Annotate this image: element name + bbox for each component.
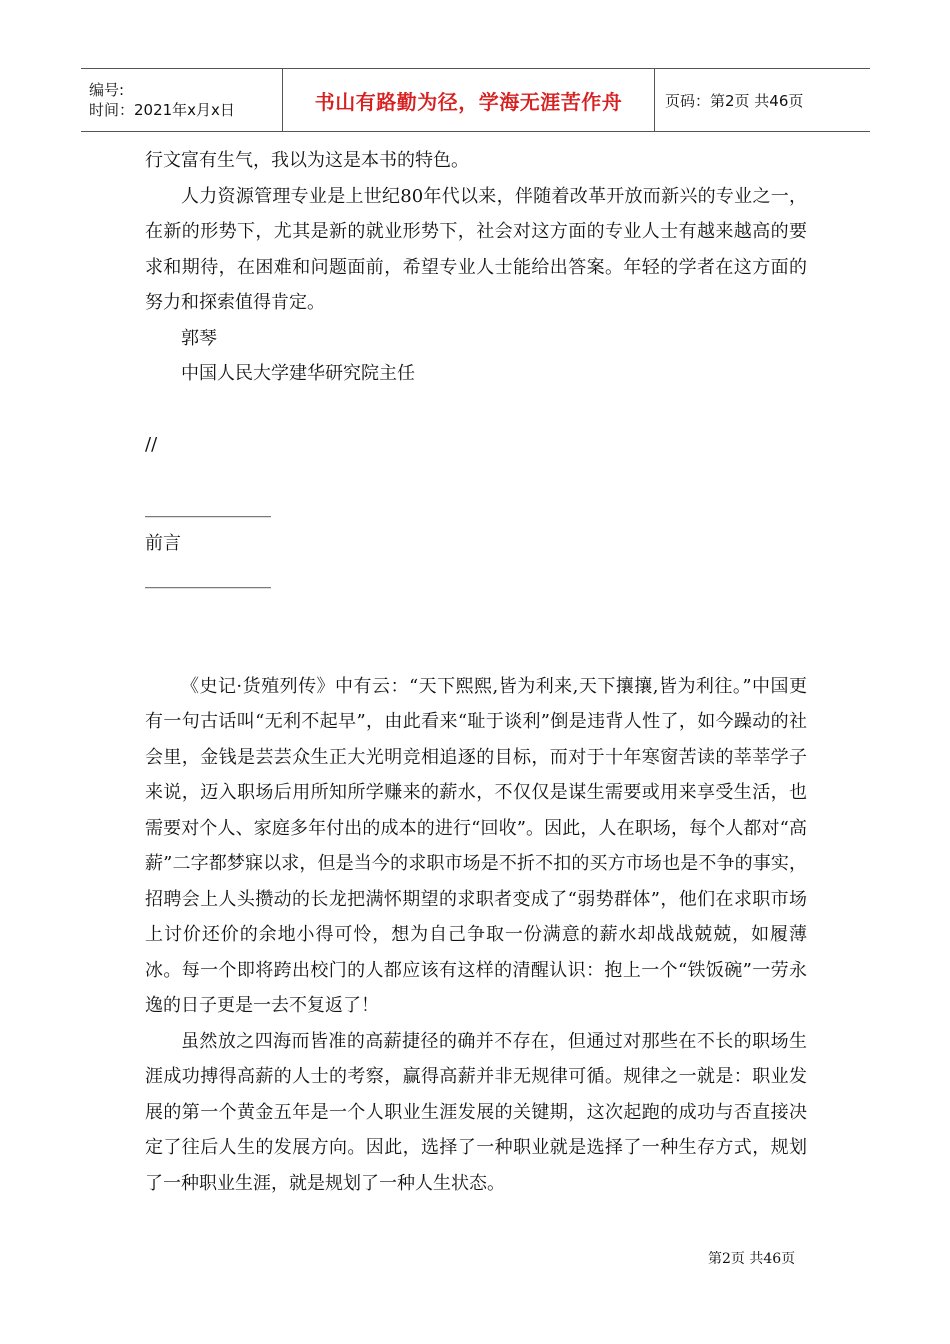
spacer — [145, 392, 807, 427]
paragraph-hr-major: 人力资源管理专业是上世纪80年代以来，伴随着改革开放而新兴的专业之一，在新的形势下，尤其是新的就业形势下，社会对这方面的专业人士有越来越高的要求和期待，在困难和问题面前，希望专业人士能给出答案。年轻的学者在这方面的努力和探索值得肯定。 — [145, 185, 807, 313]
page-footer: 第2页 共46页 — [708, 1251, 796, 1267]
number-label: 编号: — [89, 81, 125, 99]
motto-text: 书山有路勤为径，学海无涯苦作舟 — [314, 89, 623, 114]
rule-top: ______________ — [145, 497, 271, 518]
slash-marker: // — [145, 433, 158, 455]
paragraph-preface-1: 《史记·货殖列传》中有云：“天下熙熙,皆为利来,天下攘攘,皆为利往。”中国更有一句古话叫“无利不起早”，由此看来“耻于谈利”倒是违背人性了，如今躁动的社会里，金钱是芸芸众生正大光明竞相追逐的目标，而对于十年寒窗苦读的莘莘学子来说，迈入职场后用所知所学赚来的薪水，不仅仅是谋生需要或用来享受生活，也需要对个人、家庭多年付出的成本的进行“回收”。因此，人在职场，每个人都对“高薪”二字都梦寐以求，但是当今的求职市场是不折不扣的买方市场也是不争的事实，招聘会上人头攒动的长龙把满怀期望的求职者变成了“弱势群体”，他们在求职市场上讨价还价的余地小得可怜，想为自己争取一份满意的薪水却战战兢兢，如履薄冰。每一个即将跨出校门的人都应该有这样的清醒认识：抱上一个“铁饭碗”一劳永逸的日子更是一去不复返了！ — [145, 675, 807, 1016]
spacer — [145, 462, 807, 490]
spacer — [145, 597, 807, 669]
header-page-number: 页码：第2页 共46页 — [665, 91, 804, 110]
header-meta — [81, 69, 283, 131]
signature-title: 中国人民大学建华研究院主任 — [181, 363, 415, 384]
page-header — [81, 68, 870, 132]
header-motto-cell — [283, 69, 655, 131]
section-title: 前言 — [145, 532, 181, 554]
paragraph-continuation: 行文富有生气，我以为这是本书的特色。 — [145, 150, 469, 171]
paragraph-preface-2: 虽然放之四海而皆准的高薪捷径的确并不存在，但通过对那些在不长的职场生涯成功搏得高薪的人士的考察，赢得高薪并非无规律可循。规律之一就是：职业发展的第一个黄金五年是一个人职业生涯发展的关键期，这次起跑的成功与否直接决定了往后人生的发展方向。因此，选择了一种职业就是选择了一种生存方式，规划了一种职业生涯，就是规划了一种人生状态。 — [145, 1030, 807, 1194]
header-page-info — [655, 69, 870, 131]
time-label: 时间：2021年x月x日 — [89, 101, 235, 119]
document-body — [145, 143, 807, 1201]
signature-name: 郭琴 — [181, 327, 217, 349]
rule-bottom: ______________ — [145, 568, 271, 589]
